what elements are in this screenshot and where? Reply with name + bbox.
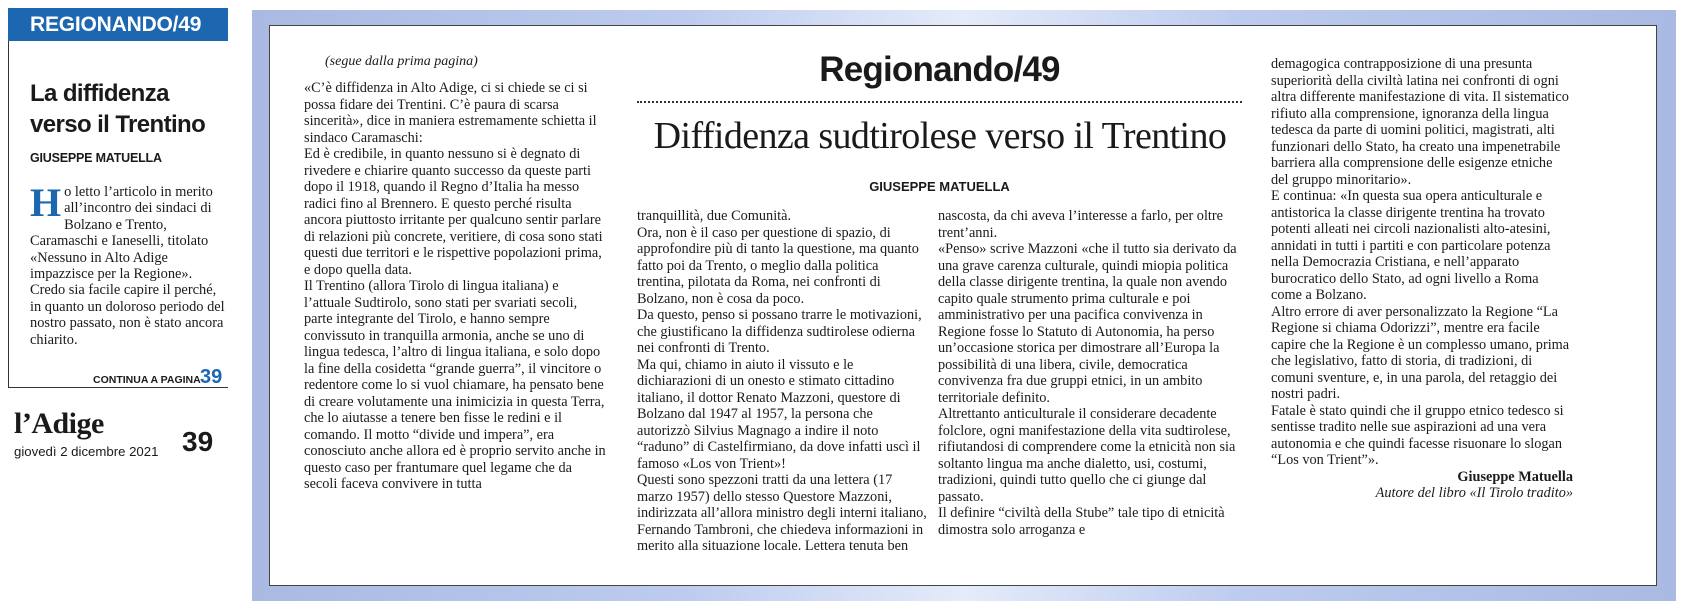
teaser-title [30,78,225,140]
paragraph: tranquillità, due Comunità. [637,208,792,224]
section-label: REGIONANDO/49 [8,8,228,41]
teaser-title-line1: La diffidenza [30,80,169,107]
paragraph: demagogica contrapposizione di una presunta superiorità della civiltà latina nei confronti di ogni altra differente manifestazione di vita. Il sistematico rifiuto alla comprensione, ignoranza della lingua tedesca da parte di uomini politici, magistrati, alti funzionari dello Stato, ha creato una impenetrabile barriera alla comprensione delle esigenze etniche del gruppo minoritario». [1271,56,1569,188]
paragraph: Il Trentino (allora Tirolo di lingua italiana) e l’attuale Sudtirolo, sono stati per svariati secoli, parte integrante del Tirolo, e hanno sempre convissuto in tranquilla armonia, anche se uno di lingua tedesca, l’altro di lingua italiana, e solo dopo la fine della cosidetta “grande guerra”, il vincitore o redentore come lo si vuol chiamare, ha pensato bene di creare volutamente una inimicizia in questa Terra, che lo aiutasse a tenere ben fisse le redini e il comando. Il motto “divide und impera”, era conosciuto anche allora ed è proprio servito anche in questo caso per frantumare quel legame che da secoli faceva convivere in tutta [304,278,606,492]
article-column-4 [1271,56,1573,502]
newspaper-logo: l’Adige [14,407,104,440]
paragraph: nascosta, da chi aveva l’interesse a farlo, per oltre trent’anni. [938,208,1224,241]
paragraph: Ora, non è il caso per questione di spazio, di approfondire più di tanto la questione, ma quanto fatto poi da Trento, o meglio dalla politica trentina, pilotata da Roma, nei confronti di Bolzano, non è cosa da poco. [637,224,919,307]
continue-label: CONTINUA A PAGINA [93,374,201,386]
signature-role: Autore del libro «Il Tirolo tradito» [1375,485,1573,501]
paragraph: Altrettanto anticulturale il considerare decadente folclore, ogni manifestazione della vita sudtirolese, rifiutandosi di comprendere come la etnicità non sia soltanto lingua ma anche dialetto, usi, costumi, tradizioni, quindi tutto quello che ci giunge dal passato. [938,406,1236,505]
article-panel [269,25,1657,586]
paragraph: Ma qui, chiamo in aiuto il vissuto e le dichiarazioni di un onesto e stimato cittadino italiano, il dottor Renato Mazzoni, questore di Bolzano dal 1947 al 1957, la persona che autorizzò Silvius Magnago a indire il noto “raduno” di Castelfirmiano, da dove infatti uscì il famoso «Los von Trient»! [637,356,921,472]
paragraph: Fatale è stato quindi che il gruppo etnico tedesco si sentisse tradito nelle sue aspirazioni ad una vera autonomia e che quindi facesse risuonare lo slogan “Los von Trient”». [1271,402,1564,468]
paragraph: Ed è credibile, in quanto nessuno si è degnato di rivedere e chiarire quanto successo da queste parti dopo il 1918, quando il Regno d’Italia ha messo radici fino al Brennero. E questo perché risulta ancora piuttosto irritante per qualcuno sentir parlare di relazioni più concrete, veritiere, di cosa sono stati questi due territori e le rispettive popolazioni prima, e dopo quella data. [304,146,603,278]
paragraph: Questi sono spezzoni tratti da una lettera (17 marzo 1957) dello stesso Questore Mazzoni, indirizzata all’allora ministro degli interni italiano, Fernando Tambroni, che chiedeva informazioni in merito alla situazione locale. Lettera tenuta ben [637,472,927,554]
continued-note: (segue dalla prima pagina) [325,54,478,69]
article-column-1 [304,80,608,493]
article-kicker: Regionando/49 [819,50,1060,89]
teaser-title-line2: verso il Trentino [30,111,206,138]
teaser-text: o letto l’articolo in merito all’incontro dei sindaci di Bolzano e Trento, Caramaschi e Ianeselli, titolato «Nessuno in Alto Adige impazzisce per la Regione». Credo sia facile capire il perché, in quanto un doloroso periodo del nostro passato, non è stato ancora chiarito. [30,184,225,348]
drop-cap: H [30,180,62,225]
page-number: 39 [182,426,214,457]
article-column-3 [938,208,1242,538]
article-headline: Diffidenza sudtirolese verso il Trentino [653,115,1227,157]
paragraph: «Penso» scrive Mazzoni «che il tutto sia derivato da una grave carenza culturale, quindi miopia politica della classe dirigente trentina, la quale non avendo capito quale strumento prima culturale e poi amministrativo per una pacifica convivenza in Regione fosse lo Statuto di Autonomia, ha perso un’occasione storica per dimostrare all’Europa la possibilità di una libera, civile, democratica convivenza fra due gruppi etnici, in un ambito territoriale definito. [938,241,1237,406]
paragraph: Altro errore di aver personalizzato la Regione “La Regione si chiama Odorizzi”, mentre era facile capire che la Regione è un complesso umano, prima che legislativo, fatto di storia, di tradizioni, di comuni sventure, e, in una parola, del retaggio dei nostri padri. [1271,303,1570,402]
signature-name: Giuseppe Matuella [1457,468,1573,485]
paragraph: «C’è diffidenza in Alto Adige, ci si chiede se ci si possa fidare dei Trentini. C’è paura di scarsa sincerità», dice in maniera estremamente schietta il sindaco Caramaschi: [304,80,597,146]
front-page-teaser [8,8,230,608]
article-column-2 [637,208,927,555]
teaser-author: GIUSEPPE MATUELLA [30,151,162,165]
continue-page-number: 39 [200,366,223,388]
paragraph: E continua: «In questa sua opera anticulturale e antistorica la classe dirigente trentina ha trovato potenti alleati nei circoli nazionalisti alto-atesini, annidati in tutti i partiti e con particolare potenza nella Democrazia Cristiana, e nell’apparato burocratico dello Stato, ad ogni livello a Roma come a Bolzano. [1271,188,1551,303]
paragraph: Da questo, penso si possano trarre le motivazioni, che giustificano la diffidenza sudtirolese odierna nei confronti di Trento. [637,307,922,356]
dotted-divider [637,101,1242,103]
article-byline: GIUSEPPE MATUELLA [869,179,1010,194]
article-clipping-background [252,10,1676,601]
paragraph: Il definire “civiltà della Stube” tale tipo di etnicità dimostra solo arroganza e [938,505,1225,538]
issue-date: giovedì 2 dicembre 2021 [14,444,159,459]
teaser-body [30,180,228,348]
